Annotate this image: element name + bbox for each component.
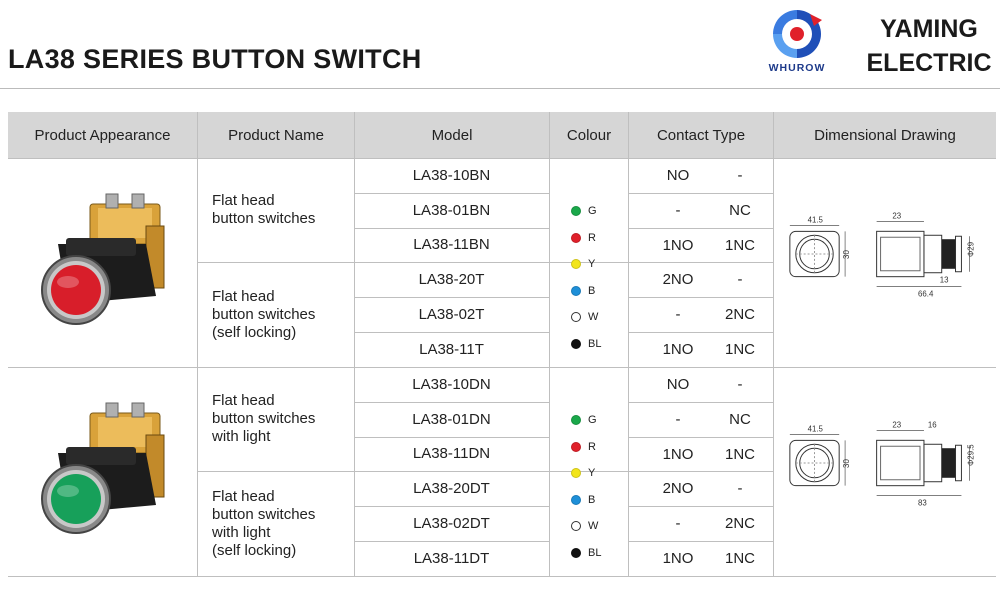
dimension-label: 23 — [892, 420, 902, 430]
contact-type-2: 1NC — [724, 236, 755, 254]
row-divider — [628, 437, 773, 438]
contact-type-2: 2NC — [724, 515, 755, 533]
colour-dot — [571, 312, 581, 322]
contact-type-2: 2NC — [724, 306, 755, 324]
contact-type-1: 2NO — [662, 271, 694, 289]
row-divider — [354, 541, 549, 542]
dimension-label: 13 — [939, 275, 949, 285]
contact-type-1: NO — [666, 376, 690, 393]
contact-type-2: - — [737, 480, 743, 498]
row-divider — [354, 402, 549, 403]
product-name: Flat head button switches — [212, 192, 316, 228]
colour-label: B — [588, 493, 596, 506]
header-dimensional-drawing: Dimensional Drawing — [774, 112, 996, 158]
colour-dot — [571, 548, 581, 558]
row-divider — [628, 193, 773, 194]
row-divider — [628, 541, 773, 542]
colour-label: W — [588, 311, 599, 323]
contact-type-1: 2NO — [662, 480, 694, 498]
contact-type-2: 1NC — [724, 550, 755, 567]
colour-item — [571, 467, 595, 479]
dimension-label: 41.5 — [807, 424, 823, 434]
colour-dot — [571, 468, 581, 478]
model-cell: LA38-11DN — [412, 445, 491, 463]
colour-label: BL — [588, 337, 602, 350]
colour-label: R — [588, 440, 596, 453]
model-cell: LA38-02DT — [413, 515, 490, 533]
row-divider — [354, 332, 549, 333]
model-cell: LA38-11DT — [413, 549, 490, 567]
colour-label: R — [588, 231, 596, 244]
contact-type-1: 1NO — [662, 236, 694, 254]
page-title: LA38 SERIES BUTTON SWITCH — [8, 44, 422, 74]
dimensional-drawing-flat — [780, 208, 992, 300]
dimension-label: 16 — [927, 420, 937, 430]
header-model: Model — [355, 112, 549, 158]
product-table — [8, 112, 996, 577]
colour-item — [571, 494, 595, 506]
contact-type-1: - — [675, 515, 681, 533]
brand-line-2: ELECTRIC — [866, 49, 992, 77]
colour-dot — [571, 259, 581, 269]
contact-type-2: NC — [729, 201, 751, 219]
contact-type-1: 1NO — [662, 341, 694, 358]
dimension-label: 41.5 — [807, 215, 823, 225]
dimension-label: 30 — [842, 459, 852, 468]
colour-item — [571, 311, 598, 323]
colour-label: Y — [588, 467, 596, 479]
model-cell: LA38-11T — [419, 340, 484, 358]
row-divider — [354, 297, 549, 298]
colour-item — [571, 285, 595, 297]
model-cell: LA38-20T — [418, 271, 485, 289]
colour-dot — [571, 521, 581, 531]
red-button-switch-photo — [28, 186, 178, 336]
row-divider — [628, 297, 773, 298]
colour-dot — [571, 286, 581, 296]
colour-item — [571, 547, 601, 559]
contact-type-2: - — [737, 376, 743, 393]
row-divider — [628, 402, 773, 403]
header-contact-type: Contact Type — [629, 112, 773, 158]
contact-type-1: - — [675, 306, 681, 324]
brand-line-1: YAMING — [880, 15, 978, 43]
colour-dot — [571, 233, 581, 243]
column-divider — [197, 112, 198, 576]
row-divider — [354, 193, 549, 194]
product-name: Flat head button switches with light (self locking) — [212, 487, 316, 559]
dimension-label: 66.4 — [918, 289, 934, 299]
model-cell: LA38-01BN — [412, 201, 491, 219]
colour-item — [571, 205, 597, 217]
colour-label: Y — [588, 258, 596, 270]
dimension-label: Φ29.5 — [966, 444, 976, 466]
contact-type-2: 1NC — [724, 341, 755, 358]
row-divider — [354, 437, 549, 438]
dimension-label: 30 — [842, 250, 852, 259]
contact-type-2: - — [737, 167, 743, 184]
green-button-switch-photo — [28, 395, 178, 545]
brand-name — [866, 12, 992, 80]
row-divider — [628, 332, 773, 333]
header-divider — [0, 88, 1000, 89]
column-divider — [628, 112, 629, 576]
colour-dot — [571, 206, 581, 216]
model-cell: LA38-02T — [418, 306, 485, 324]
header-product-appearance: Product Appearance — [8, 112, 197, 158]
colour-dot — [571, 495, 581, 505]
model-cell: LA38-10DN — [412, 375, 491, 393]
model-cell: LA38-11BN — [413, 236, 490, 254]
colour-label: W — [588, 520, 599, 532]
contact-type-1: NO — [666, 167, 690, 184]
contact-type-1: 1NO — [662, 550, 694, 567]
colour-item — [571, 520, 598, 532]
colour-item — [571, 338, 601, 350]
colour-dot — [571, 415, 581, 425]
colour-item — [571, 414, 597, 426]
colour-item — [571, 232, 596, 244]
contact-type-2: - — [737, 271, 743, 289]
dimension-label: Φ29 — [966, 241, 976, 257]
contact-type-1: 1NO — [662, 445, 694, 463]
dimensional-drawing-light — [780, 417, 992, 509]
colour-dot — [571, 339, 581, 349]
header-product-name: Product Name — [198, 112, 354, 158]
contact-type-2: NC — [729, 410, 751, 428]
colour-label: B — [588, 284, 596, 297]
dimension-label: 83 — [918, 498, 927, 508]
contact-type-2: 1NC — [724, 445, 755, 463]
colour-label: G — [588, 414, 597, 426]
product-name: Flat head button switches (self locking) — [212, 287, 316, 341]
column-divider — [549, 112, 550, 576]
contact-type-1: - — [675, 201, 681, 219]
row-divider — [628, 506, 773, 507]
row-divider — [354, 228, 549, 229]
model-cell: LA38-01DN — [412, 410, 491, 428]
column-divider — [354, 112, 355, 576]
column-divider — [773, 112, 774, 576]
row-divider — [354, 506, 549, 507]
contact-type-1: - — [675, 410, 681, 428]
colour-label: G — [588, 205, 597, 217]
header-colour: Colour — [550, 112, 628, 158]
logo-text: WHUROW — [768, 62, 826, 74]
product-name: Flat head button switches with light — [212, 392, 316, 446]
row-divider — [8, 576, 996, 577]
colour-item — [571, 258, 595, 270]
row-divider — [628, 228, 773, 229]
colour-dot — [571, 442, 581, 452]
model-cell: LA38-20DT — [413, 480, 490, 498]
colour-label: BL — [588, 546, 602, 559]
model-cell: LA38-10BN — [412, 166, 491, 184]
dimension-label: 23 — [892, 211, 902, 221]
colour-item — [571, 441, 596, 453]
